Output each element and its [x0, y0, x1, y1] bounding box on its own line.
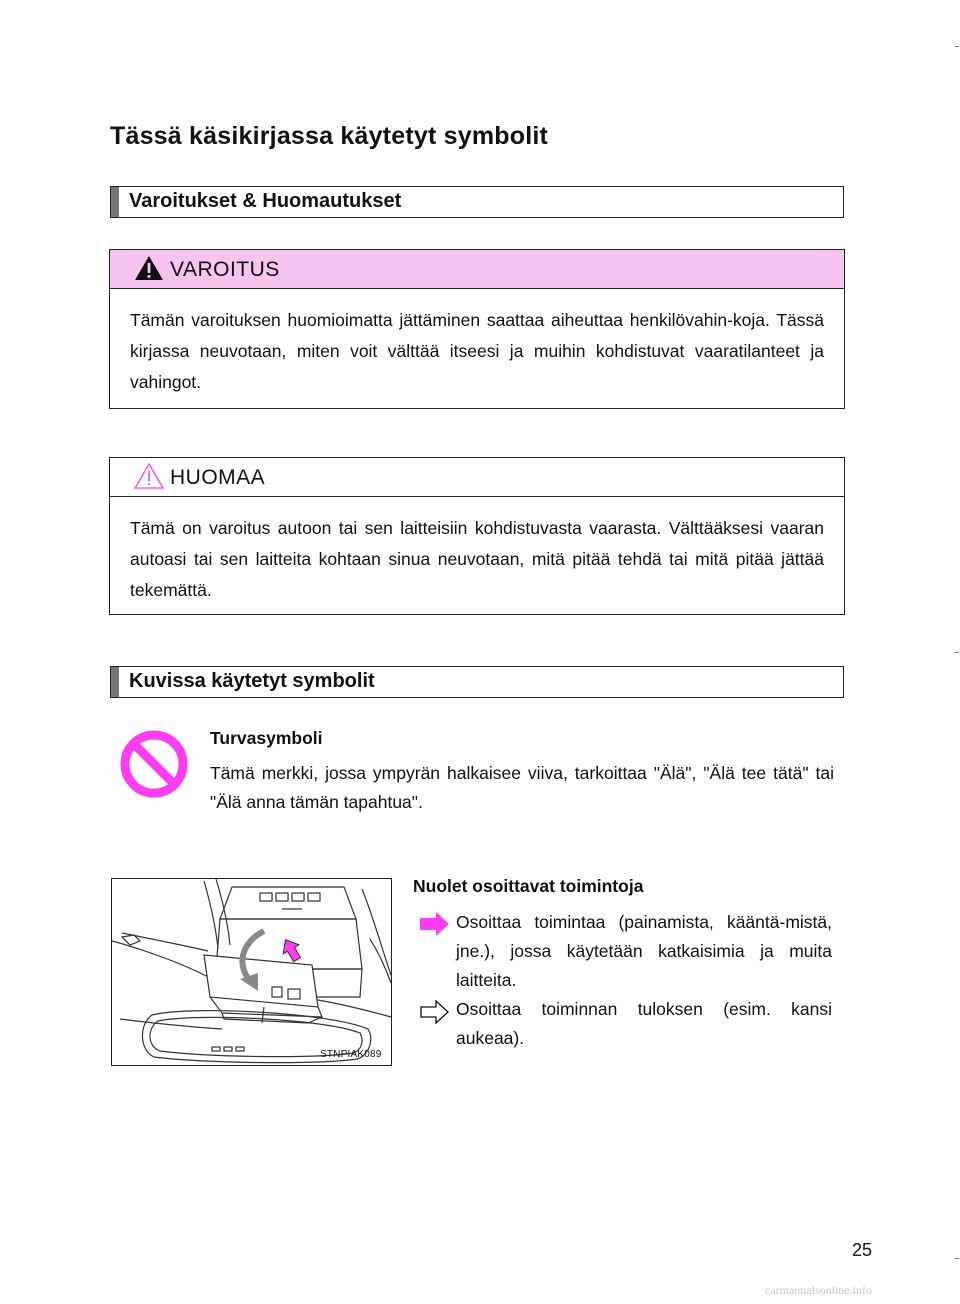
section-header-symbols	[110, 666, 844, 698]
notice-box-text: Tämä on varoitus autoon tai sen laitteisiin kohdistuvasta vaarasta. Välttääksesi vaaran autoasi tai sen laitteita kohtaan sinua neuvotaan, mitä pitää tehdä tai mitä pitää jättää tekemättä.	[130, 518, 824, 600]
warning-triangle-icon	[134, 254, 164, 282]
notice-box-title: HUOMAA	[170, 466, 266, 489]
warning-box	[109, 249, 845, 409]
result-arrow-icon	[420, 1000, 450, 1024]
warning-box-text: Tämän varoituksen huomioimatta jättäminen saattaa aiheuttaa henkilövahin-koja. Tässä kirjassa neuvotaan, miten voit välttää itseesi ja muihin kohdistuvat vaaratilanteet ja vahingot.	[130, 310, 824, 392]
warning-box-title: VAROITUS	[170, 258, 280, 281]
watermark: carmanualsonline.info	[765, 1283, 872, 1297]
action-arrow-icon	[420, 912, 450, 936]
crop-mark	[955, 46, 959, 47]
section-header-warnings	[110, 186, 844, 218]
crop-mark	[955, 1258, 959, 1259]
page-number: 25	[851, 1240, 872, 1260]
section-accent	[111, 187, 119, 217]
crop-mark	[955, 652, 959, 653]
safety-symbol-label: Turvasymboli	[210, 728, 323, 748]
prohibition-icon	[119, 729, 189, 799]
caution-triangle-icon	[134, 462, 164, 490]
section-title: Varoitukset & Huomautukset	[129, 190, 402, 212]
safety-symbol-text: Tämä merkki, jossa ympyrän halkaisee viiva, tarkoittaa "Älä", "Älä tee tätä" tai "Älä anna tämän tapahtua".	[210, 763, 834, 812]
page-title: Tässä käsikirjassa käytetyt symbolit	[110, 122, 549, 150]
notice-box-header	[110, 458, 844, 497]
overhead-console-drawing	[112, 879, 391, 1065]
action-arrow-text: Osoittaa toimintaa (painamista, kääntä-mistä, jne.), jossa käytetään katkaisimia ja muita laitteita.	[456, 912, 832, 990]
overhead-console-illustration	[111, 878, 392, 1066]
notice-box	[109, 457, 845, 615]
warning-box-header	[110, 250, 844, 289]
section-title: Kuvissa käytetyt symbolit	[129, 670, 375, 692]
arrows-label: Nuolet osoittavat toimintoja	[413, 876, 644, 896]
section-accent	[111, 667, 119, 697]
illustration-code: STNPIAK089	[320, 1049, 382, 1060]
result-arrow-text: Osoittaa toiminnan tuloksen (esim. kansi aukeaa).	[456, 999, 832, 1048]
